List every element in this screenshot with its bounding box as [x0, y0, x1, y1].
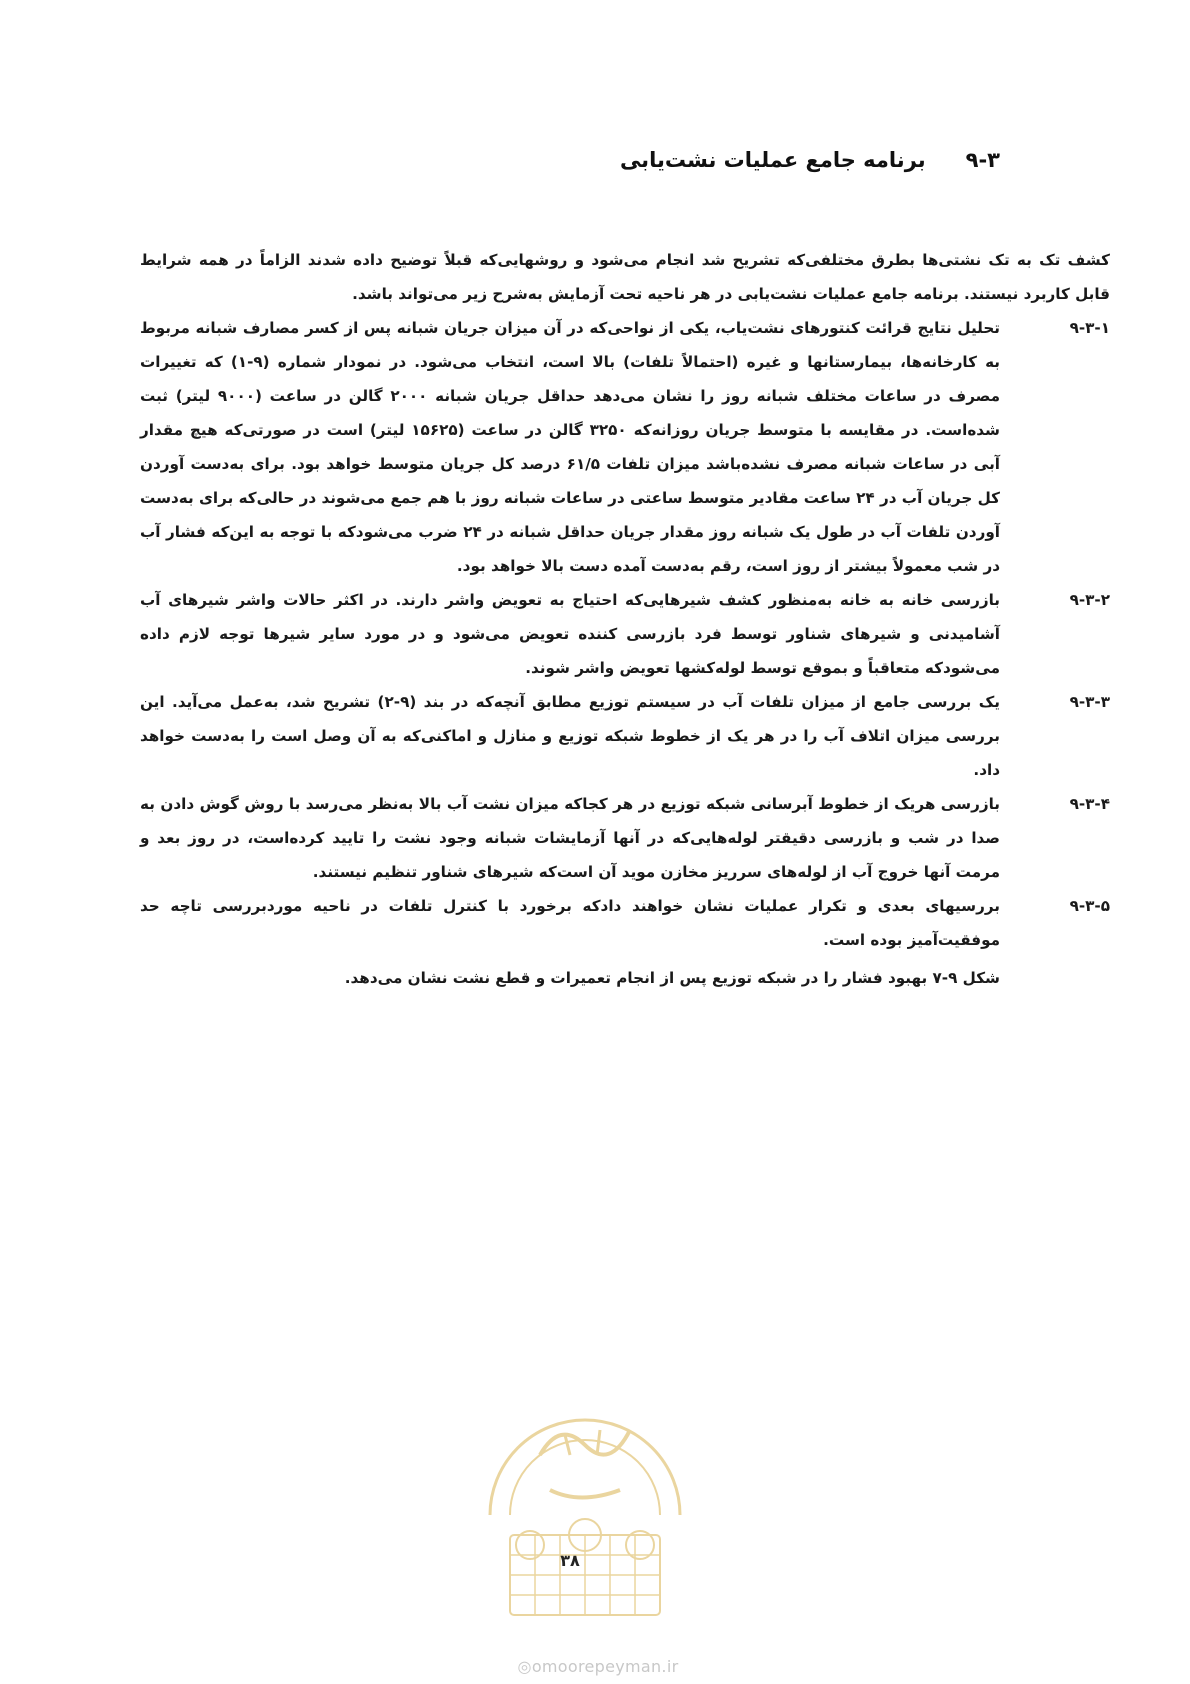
intro-paragraph: کشف تک به تک نشتی‌ها بطرق مختلفی‌که تشریح شد انجام می‌شود و روشهایی‌که قبلاً توضیح داده شدند الزاماً در همه شرایط قابل کاربرد نیستند. برنامه جامع عملیات نشت‌یابی در هر ناحیه تحت آزمایش به‌شرح زیر می‌تواند باشد. — [140, 251, 1110, 303]
body-content — [140, 243, 1110, 995]
item-text: بررسیهای بعدی و تکرار عملیات نشان خواهند داد‌که برخورد با کنترل تلفات در ناحیه موردبررسی تاچه حد موفقیت‌آمیز بوده است. — [140, 897, 1000, 949]
list-item — [140, 583, 1110, 685]
item-text: بازرسی هریک از خطوط آبرسانی شبکه توزیع در هر کجا‌که میزان نشت آب بالا به‌نظر می‌رسد با روش گوش دادن به صدا در شب و بازرسی دقیقتر لوله‌هایی‌که در آنها آزمایشات شبانه وجود نشت را تایید کرده‌است، در روز بعد و مرمت آنها خروج آب از لوله‌های سرریز مخازن موید آن است‌که شیرهای شناور تنظیم نیستند. — [140, 795, 1000, 881]
item-number: ۹-۳-۵ — [1069, 897, 1110, 915]
list-item — [140, 311, 1110, 583]
item-number: ۹-۳-۱ — [1069, 319, 1110, 337]
list-item — [140, 787, 1110, 889]
website-text: omoorepeyman.ir — [531, 1657, 679, 1676]
list-item — [140, 685, 1110, 787]
item-text: تحلیل نتایج قرائت کنتورهای نشت‌یاب، یکی از نواحی‌که در آن میزان جریان شبانه پس از کسر مصارف شبانه مربوط به کارخانه‌ها، بیمارستانها و غیره (احتمالاً تلفات) بالا است، انتخاب می‌شود. در نمودار شماره (۹-۱) که تغییرات مصرف در ساعات مختلف شبانه روز را نشان می‌دهد حداقل جریان شبانه ۲۰۰۰ گالن در ساعت (۹۰۰۰ لیتر) ثبت شده‌است. در مقایسه با متوسط جریان روزانه‌که ۳۲۵۰ گالن در ساعت (۱۵۶۲۵ لیتر) است در صورتی‌که هیچ مقدار آبی در ساعات شبانه مصرف نشده‌باشد میزان تلفات ۶۱/۵ درصد کل جریان متوسط خواهد بود. برای به‌دست آوردن کل جریان آب در ۲۴ ساعت مقادیر متوسط ساعتی در ساعات شبانه روز با هم جمع می‌شوند در حالی‌که برای به‌دست آوردن تلفات آب در طول یک شبانه روز مقدار جریان حداقل شبانه در ۲۴ ضرب می‌شودکه با توجه به این‌که فشار آب در شب معمولاً بیشتر از روز است، رقم به‌دست آمده دست بالا خواهد بود. — [140, 319, 1001, 575]
globe-icon: ◎ — [517, 1657, 532, 1676]
item-text: بازرسی خانه به خانه به‌منظور کشف شیرهایی‌که احتیاج به تعویض واشر دارند. در اکثر حالات واشر شیرهای آب آشامیدنی و شیرهای شناور توسط فرد بازرسی کننده تعویض می‌شود و در مورد سایر شیرها توجه لازم داده می‌شودکه متعاقباً و بموقع توسط لوله‌کشها تعویض واشر شوند. — [140, 591, 1000, 677]
page-number: ۳۸ — [560, 1551, 580, 1570]
website-watermark — [488, 1657, 708, 1676]
item-text: یک بررسی جامع از میزان تلفات آب در سیستم توزیع مطابق آنچه‌که در بند (۹-۲) تشریح شد، به‌عمل می‌آید. این بررسی میزان اتلاف آب را در هر یک از خطوط شبکه توزیع و منازل و اماکنی‌که به آن وصل است را به‌دست خواهد داد. — [140, 693, 1000, 779]
item-number: ۹-۳-۲ — [1069, 591, 1110, 609]
item-number: ۹-۳-۳ — [1069, 693, 1110, 711]
section-number: ۹-۳ — [965, 148, 1000, 172]
section-title: برنامه جامع عملیات نشت‌یابی — [619, 148, 926, 172]
omoorepeyman-seal-icon — [470, 1395, 700, 1630]
section-heading — [620, 148, 1000, 172]
figure-note: شکل ۹-۷ بهبود فشار را در شبکه توزیع پس از انجام تعمیرات و قطع نشت نشان می‌دهد. — [344, 969, 1000, 987]
item-number: ۹-۳-۴ — [1069, 795, 1110, 813]
list-item — [140, 889, 1110, 957]
